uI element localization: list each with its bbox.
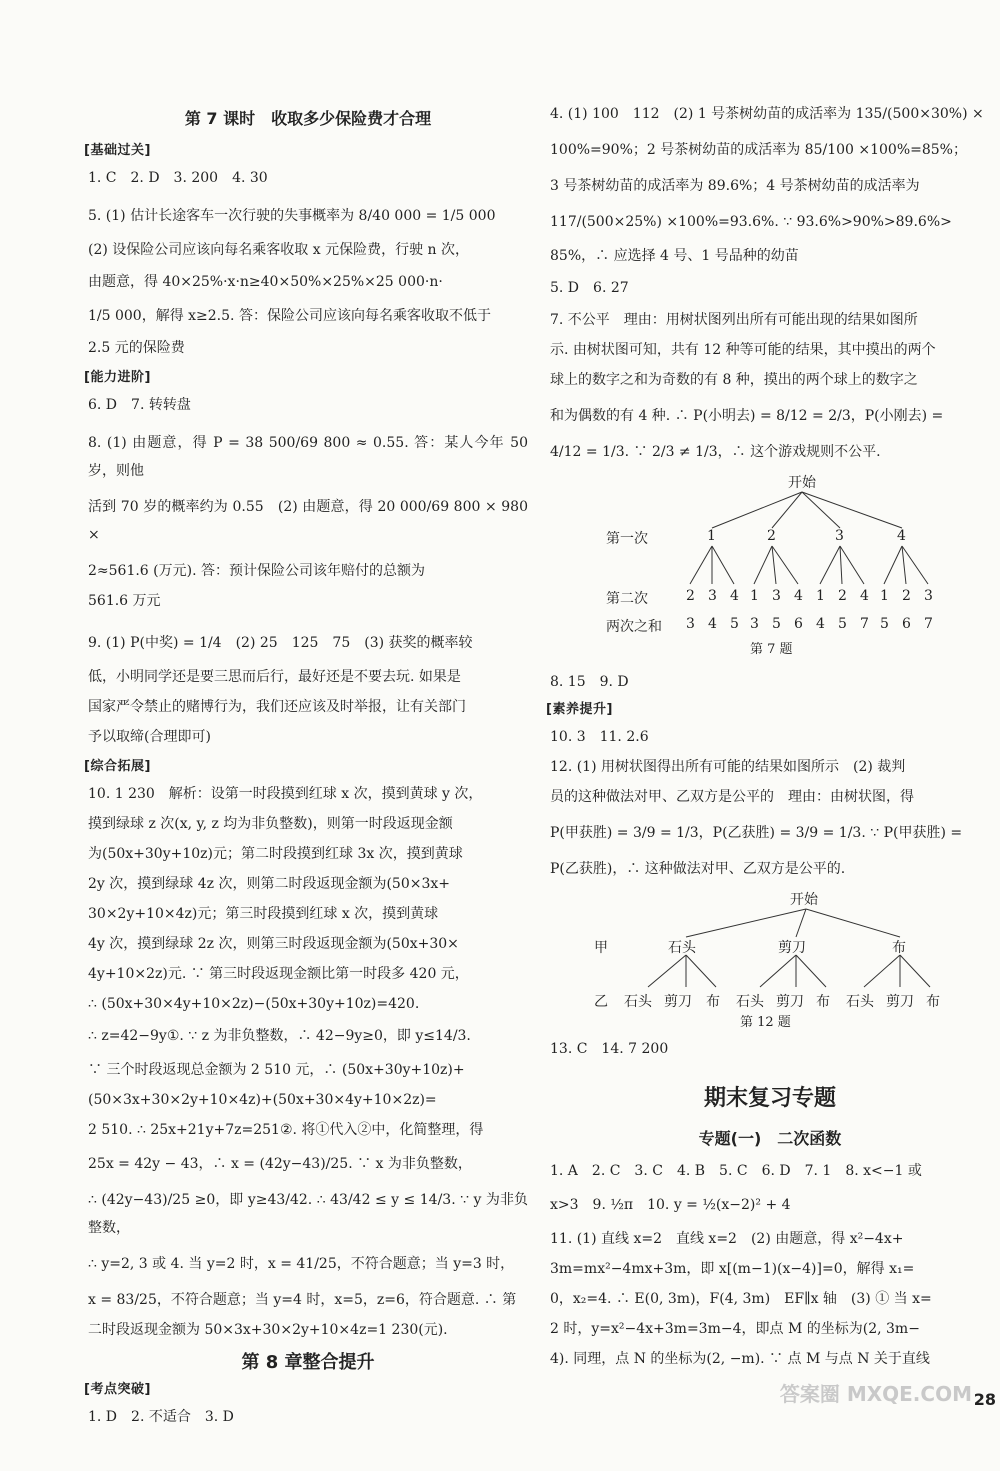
tree-leaf: 布 xyxy=(926,994,940,1010)
tree-node: 3 xyxy=(835,528,844,544)
tree-sum: 4 xyxy=(816,616,825,632)
lesson-title: 第 7 课时 收取多少保险费才合理 xyxy=(184,109,432,128)
tree-sum: 5 xyxy=(838,616,847,632)
figure-caption: 第 7 题 xyxy=(750,642,793,657)
tree-node: 4 xyxy=(897,528,906,544)
answer-line: 8. 15 9. D xyxy=(550,674,629,690)
final-review-title: 期末复习专题 xyxy=(703,1086,836,1111)
answer-line: x>3 9. ½π 10. y = ½(x−2)² + 4 xyxy=(550,1197,791,1213)
tree-sum: 5 xyxy=(730,616,739,632)
tree-root: 开始 xyxy=(788,475,816,491)
answer-line: 和为偶数的有 4 种. ∴ P(小明去) = 8/12 = 2/3，P(小刚去) = xyxy=(550,408,944,424)
tree-leaf: 石头 xyxy=(736,994,764,1010)
section-key-points: [考点突破] xyxy=(84,1382,151,1397)
answer-line: 2 时，y=x²−4x+3m=3m−4，即点 M 的坐标为(2, 3m− xyxy=(550,1321,920,1337)
tree-leaf: 3 xyxy=(708,588,717,604)
answer-line: 4/12 = 1/3. ∵ 2/3 ≠ 1/3，∴ 这个游戏规则不公平. xyxy=(550,444,881,460)
section-basic: [基础过关] xyxy=(84,143,151,158)
answer-line: 13. C 14. 7 200 xyxy=(550,1041,669,1057)
answer-line: 低，小明同学还是要三思而后行，最好还是不要去玩. 如果是 xyxy=(88,669,461,685)
answer-line: 员的这种做法对甲、乙双方是公平的 理由：由树状图，得 xyxy=(550,789,914,805)
watermark: 答案圈 MXQE.COM xyxy=(779,1382,972,1406)
answer-line: 2y 次，摸到绿球 4z 次，则第二时段返现金额为(50×3x+ xyxy=(88,876,450,892)
tree-diagram-q7 xyxy=(550,470,990,660)
answer-line: 4. (1) 100 112 (2) 1 号茶树幼苗的成活率为 135/(500×30%) × xyxy=(550,106,984,122)
tree-root: 开始 xyxy=(790,892,818,908)
answer-line: 摸到绿球 z 次(x, y, z 均为非负整数)，则第一时段返现金额 xyxy=(88,816,453,832)
tree-leaf: 3 xyxy=(772,588,781,604)
answer-line: 4y+10×2z)元. ∵ 第三时段返现金额比第一时段多 420 元， xyxy=(88,966,469,982)
answer-line: 30×2y+10×4z)元；第三时段摸到红球 x 次，摸到黄球 xyxy=(88,906,439,922)
section-literacy: [素养提升] xyxy=(546,702,613,717)
tree-leaf: 剪刀 xyxy=(886,994,914,1010)
tree-leaf: 4 xyxy=(730,588,739,604)
tree-sum: 6 xyxy=(902,616,911,632)
answer-line: 球上的数字之和为奇数的有 8 种，摸出的两个球上的数字之 xyxy=(550,372,918,388)
answer-line: 2.5 元的保险费 xyxy=(88,340,185,356)
answer-line: 10. 1 230 解析：设第一时段摸到红球 x 次，摸到黄球 y 次， xyxy=(88,786,483,802)
tree-leaf: 石头 xyxy=(624,994,652,1010)
tree-leaf: 3 xyxy=(924,588,933,604)
tree-sum: 3 xyxy=(686,616,695,632)
figure-caption: 第 12 题 xyxy=(740,1015,791,1030)
answer-line: 4y 次，摸到绿球 2z 次，则第三时段返现金额为(50x+30× xyxy=(88,936,459,952)
tree-row-label: 第一次 xyxy=(606,531,648,547)
answer-line: 9. (1) P(中奖) = 1/4 (2) 25 125 75 (3) 获奖的概率较 xyxy=(88,635,473,651)
tree-row-label: 两次之和 xyxy=(606,619,662,635)
page-number: 28 xyxy=(973,1390,996,1409)
tree-leaf: 1 xyxy=(816,588,825,604)
answer-line: 25x = 42y − 43，∴ x = (42y−43)/25. ∵ x 为非负整数， xyxy=(88,1156,472,1172)
answer-line: ∴ z=42−9y①. ∵ z 为非负整数，∴ 42−9y≥0，即 y≤14/3. xyxy=(88,1028,471,1044)
answer-line: 6. D 7. 转转盘 xyxy=(88,397,191,413)
answer-line: 为(50x+30y+10z)元；第二时段摸到红球 3x 次，摸到黄球 xyxy=(88,846,463,862)
answer-line: 3m=mx²−4mx+3m，即 x[(m−1)(x−4)]=0，解得 x₁= xyxy=(550,1261,915,1277)
answer-line: 0，x₂=4. ∴ E(0, 3m)，F(4, 3m) EF∥x 轴 (3) ① 当 x= xyxy=(550,1291,932,1307)
tree-row-label: 甲 xyxy=(594,940,608,956)
answer-line: 予以取缔(合理即可) xyxy=(88,729,211,745)
chapter-8-title: 第 8 章整合提升 xyxy=(241,1352,375,1373)
answer-line: 3 号茶树幼苗的成活率为 89.6%；4 号茶树幼苗的成活率为 xyxy=(550,178,920,194)
tree-node: 1 xyxy=(707,528,716,544)
tree-row-label: 第二次 xyxy=(606,591,648,607)
answer-line: (50×3x+30×2y+10×4z)+(50x+30×4y+10×2z)= xyxy=(88,1092,437,1108)
tree-sum: 7 xyxy=(860,616,869,632)
answer-line: ∵ 三个时段返现总金额为 2 510 元，∴ (50x+30y+10z)+ xyxy=(88,1062,465,1078)
answer-line: P(乙获胜)，∴ 这种做法对甲、乙双方是公平的. xyxy=(550,861,846,877)
answer-line: 国家严令禁止的赌博行为，我们还应该及时举报，让有关部门 xyxy=(88,699,466,715)
tree-leaf: 4 xyxy=(860,588,869,604)
tree-leaf: 布 xyxy=(706,994,720,1010)
answer-line: ∴ (50x+30×4y+10×2z)−(50x+30y+10z)=420. xyxy=(88,996,420,1012)
answer-line: 活到 70 岁的概率约为 0.55 (2) 由题意，得 20 000/69 800 × 980 × xyxy=(88,499,528,543)
answer-line: 561.6 万元 xyxy=(88,593,161,609)
tree-leaf: 石头 xyxy=(846,994,874,1010)
right-column xyxy=(546,100,990,1373)
answer-line: 2≈561.6 (万元). 答：预计保险公司该年赔付的总额为 xyxy=(88,563,425,579)
answer-line: 117/(500×25%) ×100%=93.6%. ∵ 93.6%>90%>89.6%> xyxy=(550,214,952,230)
tree-leaf: 剪刀 xyxy=(664,994,692,1010)
tree-leaf: 2 xyxy=(838,588,847,604)
answer-line: (2) 设保险公司应该向每名乘客收取 x 元保险费，行驶 n 次， xyxy=(88,242,469,258)
section-ability: [能力进阶] xyxy=(84,370,151,385)
answer-line: ∴ (42y−43)/25 ≥0，即 y≥43/42. ∴ 43/42 ≤ y ≤ 14/3. ∵ y 为非负整数， xyxy=(88,1192,528,1236)
answer-line: 1. D 2. 不适合 3. D xyxy=(88,1409,234,1425)
tree-leaf: 2 xyxy=(902,588,911,604)
answer-line: 1/5 000，解得 x≥2.5. 答：保险公司应该向每名乘客收取不低于 xyxy=(88,308,491,324)
answer-line: 8. (1) 由题意，得 P = 38 500/69 800 ≈ 0.55. 答：某人今年 50 岁，则他 xyxy=(88,435,528,479)
tree-sum: 3 xyxy=(750,616,759,632)
answer-line: 10. 3 11. 2.6 xyxy=(550,729,649,745)
tree-sum: 5 xyxy=(772,616,781,632)
tree-node: 布 xyxy=(892,940,906,956)
section-extension: [综合拓展] xyxy=(84,759,151,774)
answer-line: 1. C 2. D 3. 200 4. 30 xyxy=(88,170,268,186)
tree-leaf: 1 xyxy=(880,588,889,604)
answer-line: 2 510. ∴ 25x+21y+7z=251②. 将①代入②中，化简整理，得 xyxy=(88,1122,484,1138)
left-column xyxy=(84,100,528,1441)
answer-line: 11. (1) 直线 x=2 直线 x=2 (2) 由题意，得 x²−4x+ xyxy=(550,1231,904,1247)
tree-node: 剪刀 xyxy=(778,940,806,956)
answer-line: 4). 同理，点 N 的坐标为(2, −m). ∵ 点 M 与点 N 关于直线 xyxy=(550,1351,930,1367)
tree-sum: 6 xyxy=(794,616,803,632)
tree-row-label: 乙 xyxy=(594,994,608,1010)
tree-diagram-q12 xyxy=(550,887,990,1030)
tree-node: 石头 xyxy=(668,940,696,956)
tree-sum: 4 xyxy=(708,616,717,632)
answer-line: 5. D 6. 27 xyxy=(550,280,629,296)
tree-node: 2 xyxy=(767,528,776,544)
tree-q12-lines xyxy=(550,887,990,1027)
tree-leaf: 1 xyxy=(750,588,759,604)
answer-line: 12. (1) 用树状图得出所有可能的结果如图所示 (2) 裁判 xyxy=(550,759,906,775)
answer-line: x = 83/25，不符合题意；当 y=4 时，x=5，z=6，符合题意. ∴ 第 xyxy=(88,1292,517,1308)
answer-line: ∴ y=2, 3 或 4. 当 y=2 时，x = 41/25，不符合题意；当 y=3 时， xyxy=(88,1256,515,1272)
tree-sum: 5 xyxy=(880,616,889,632)
answer-line: 100%=90%；2 号茶树幼苗的成活率为 85/100 ×100%=85%； xyxy=(550,142,967,158)
answer-line: 二时段返现金额为 50×3x+30×2y+10×4z=1 230(元). xyxy=(88,1322,448,1338)
tree-sum: 7 xyxy=(924,616,933,632)
answer-line: P(甲获胜) = 3/9 = 1/3，P(乙获胜) = 3/9 = 1/3. ∵ P(甲获胜) = xyxy=(550,825,963,841)
answer-line: 5. (1) 估计长途客车一次行驶的失事概率为 8/40 000 = 1/5 000 xyxy=(88,208,496,224)
tree-leaf: 4 xyxy=(794,588,803,604)
answer-line: 1. A 2. C 3. C 4. B 5. C 6. D 7. 1 8. x<−1 或 xyxy=(550,1163,922,1179)
tree-leaf: 布 xyxy=(816,994,830,1010)
answer-line: 由题意，得 40×25%·x·n≥40×50%×25%×25 000·n· xyxy=(88,274,443,290)
topic-title: 专题(一) 二次函数 xyxy=(698,1129,842,1148)
answer-line: 7. 不公平 理由：用树状图列出所有可能出现的结果如图所 xyxy=(550,312,918,328)
tree-leaf: 2 xyxy=(686,588,695,604)
tree-leaf: 剪刀 xyxy=(776,994,804,1010)
answer-line: 85%，∴ 应选择 4 号、1 号品种的幼苗 xyxy=(550,248,799,264)
answer-line: 示. 由树状图可知，共有 12 种等可能的结果，其中摸出的两个 xyxy=(550,342,936,358)
